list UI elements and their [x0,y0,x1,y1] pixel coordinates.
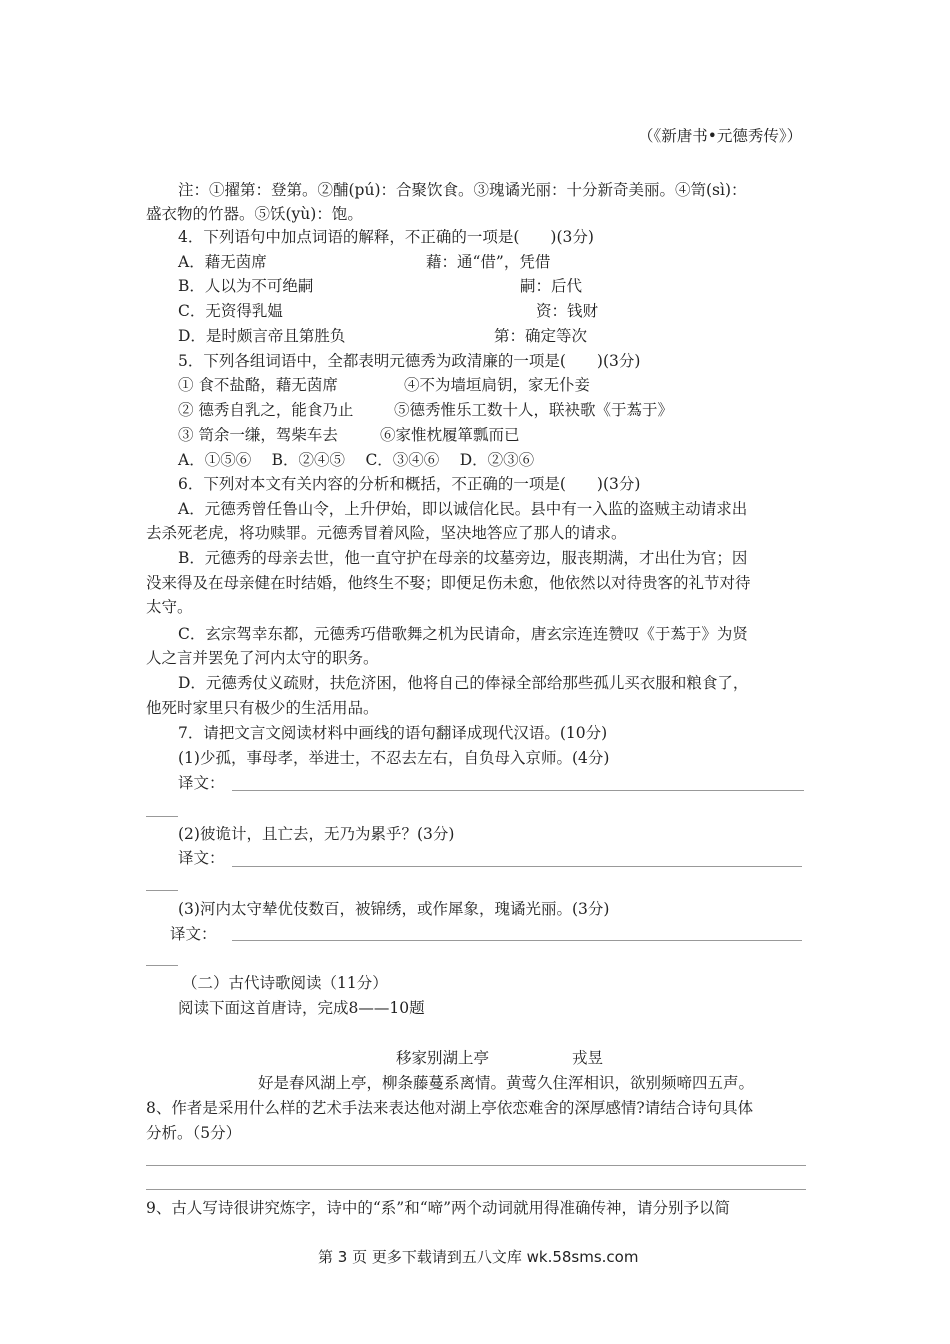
q6-stem: 6．下列对本文有关内容的分析和概括，不正确的一项是( )(3分) [178,475,641,493]
q4-option-c: C．无资得乳媪 [178,302,283,320]
q4-option-c-gloss: 资：钱财 [536,302,599,320]
q4-option-d-gloss: 第：确定等次 [494,327,588,345]
q6-d-line-1: D．元德秀仗义疏财，扶危济困，他将自己的俸禄全部给那些孤儿买衣服和粮食了， [178,674,749,692]
q4-option-b-gloss: 嗣：后代 [520,277,583,295]
q5-row-3-a: ③ 笥余一缣，驾柴车去 [178,426,338,444]
section-2-title: （二）古代诗歌阅读（11分） [182,974,388,992]
poem-body: 好是春风湖上亭，柳条藤蔓系离情。黄莺久住浑相识，欲别频啼四五声。 [258,1074,755,1092]
poem-title: 移家别湖上亭 [396,1049,490,1067]
q7-answer-line-2-continuation[interactable] [146,890,178,891]
q5-choices: A．①⑤⑥ B．②④⑤ C．③④⑥ D．②③⑥ [178,451,535,469]
q6-b-line-1: B．元德秀的母亲去世，他一直守护在母亲的坟墓旁边，服丧期满，才出仕为官；因 [178,549,748,567]
q7-sentence-2: (2)彼诡计，且亡去，无乃为累乎？(3分) [178,825,455,843]
q6-b-line-2: 没来得及在母亲健在时结婚，他终生不娶；即便足伤未愈，他依然以对待贵客的礼节对待 [146,574,751,592]
q7-answer-label-3: 译文： [170,925,217,943]
q4-option-a-gloss: 藉：通“借”，凭借 [426,253,551,271]
q5-row-1-a: ① 食不盐酪，藉无茵席 [178,376,338,394]
q7-answer-line-1[interactable] [232,790,804,791]
q4-option-a: A．藉无茵席 [178,253,267,271]
q7-answer-label-1: 译文： [178,774,225,792]
q7-answer-line-3-continuation[interactable] [146,965,178,966]
q7-answer-line-1-continuation[interactable] [146,816,178,817]
q6-d-line-2: 他死时家里只有极少的生活用品。 [146,699,379,717]
q7-sentence-1: (1)少孤，事母孝，举进士，不忍去左右，自负母入京师。(4分) [178,749,610,767]
source-citation: （《新唐书•元德秀传》） [638,127,803,145]
q7-answer-label-2: 译文： [178,849,225,867]
q6-b-line-3: 太守。 [146,598,193,616]
note-line-1: 注：①擢第：登第。②酺(pú)：合聚饮食。③瑰谲光丽：十分新奇美丽。④笥(sì)： [178,181,747,199]
q4-stem: 4．下列语句中加点词语的解释，不正确的一项是( )(3分) [178,228,594,246]
poem-author: 戎昱 [572,1049,604,1067]
q6-a-line-1: A．元德秀曾任鲁山令，上升伊始，即以诚信化民。县中有一入监的盗贼主动请求出 [178,500,748,518]
q7-sentence-3: (3)河内太守辇优伎数百，被锦绣，或作犀象，瑰谲光丽。(3分) [178,900,610,918]
section-2-instruction: 阅读下面这首唐诗，完成8——10题 [178,999,425,1017]
q5-row-3-b: ⑥家惟枕履箪瓢而已 [380,426,520,444]
q5-stem: 5．下列各组词语中，全都表明元德秀为政清廉的一项是( )(3分) [178,352,641,370]
q8-line-2: 分析。（5分） [146,1124,242,1142]
page-footer: 第 3 页 更多下载请到五八文库 wk.58sms.com [318,1248,639,1266]
q7-answer-line-2[interactable] [232,866,802,867]
q8-answer-line-2[interactable] [146,1189,806,1190]
q6-c-line-1: C．玄宗驾幸东都，元德秀巧借歌舞之机为民请命，唐玄宗连连赞叹《于蒍于》为贤 [178,625,748,643]
q5-row-2-a: ② 德秀自乳之，能食乃止 [178,401,354,419]
q4-option-d: D．是时颇言帝且第胜负 [178,327,346,345]
q8-answer-line-1[interactable] [146,1165,806,1166]
q5-row-2-b: ⑤德秀惟乐工数十人，联袂歌《于蒍于》 [394,401,674,419]
q5-row-1-b: ④不为墙垣扃钥，家无仆妾 [404,376,591,394]
q7-answer-line-3[interactable] [232,940,802,941]
note-line-2: 盛衣物的竹器。⑤饫(yù)：饱。 [146,205,363,223]
q4-option-b: B．人以为不可绝嗣 [178,277,314,295]
q6-a-line-2: 去杀死老虎，将功赎罪。元德秀冒着风险，坚决地答应了那人的请求。 [146,524,627,542]
q7-stem: 7．请把文言文阅读材料中画线的语句翻译成现代汉语。(10分) [178,724,608,742]
q8-line-1: 8、作者是采用什么样的艺术手法来表达他对湖上亭依恋难舍的深厚感情?请结合诗句具体 [146,1099,754,1117]
q9-line-1: 9、古人写诗很讲究炼字，诗中的“系”和“啼”两个动词就用得准确传神，请分别予以简 [146,1199,731,1217]
q6-c-line-2: 人之言并罢免了河内太守的职务。 [146,649,379,667]
